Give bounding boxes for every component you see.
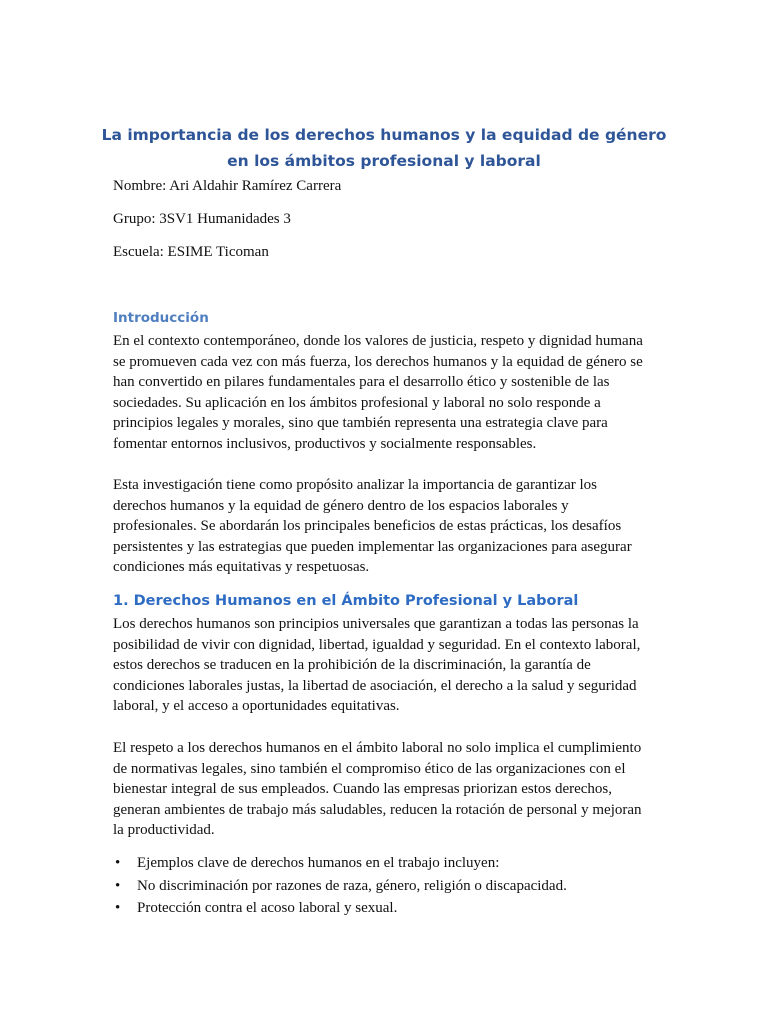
- list-item-text: No discriminación por razones de raza, género, religión o discapacidad.: [137, 877, 567, 894]
- section1-paragraph-1: Los derechos humanos son principios universales que garantizan a todas las personas la posibilidad de vivir con dignidad, libertad, igualdad y seguridad. En el contexto laboral, estos derechos se traducen en la prohibición de la discriminación, la garantía de condiciones laborales justas, la libertad de asociación, el derecho a la salud y seguridad laboral, y el acceso a oportunidades equitativas.: [113, 616, 641, 715]
- intro-paragraph-2: Esta investigación tiene como propósito analizar la importancia de garantizar los derechos humanos y la equidad de género dentro de los espacios laborales y profesionales. Se abordarán los principales beneficios de estas prácticas, los desafíos persistentes y las estrategias que pueden implementar las organizaciones para asegurar condiciones más equitativas y respetuosas.: [113, 477, 632, 576]
- list-item-text: Ejemplos clave de derechos humanos en el trabajo incluyen:: [137, 855, 500, 871]
- list-item: [113, 876, 651, 899]
- list-item-text: Protección contra el acoso laboral y sexual.: [137, 900, 398, 916]
- document-title: La importancia de los derechos humanos y la equidad de género en los ámbitos profesional y laboral: [101, 126, 667, 170]
- bullet-icon: •: [115, 900, 121, 916]
- student-group: Grupo: 3SV1 Humanidades 3: [113, 211, 291, 227]
- student-name: Nombre: Ari Aldahir Ramírez Carrera: [113, 178, 342, 194]
- section1-paragraph-2: El respeto a los derechos humanos en el ámbito laboral no solo implica el cumplimiento de normativas legales, sino también el compromiso ético de las organizaciones con el bienestar integral de sus empleados. Cuando las empresas priorizan estos derechos, generan ambientes de trabajo más saludables, reducen la rotación de personal y mejoran la productividad.: [113, 740, 642, 839]
- section1-heading: 1. Derechos Humanos en el Ámbito Profesional y Laboral: [113, 593, 579, 609]
- bullet-icon: •: [115, 877, 121, 894]
- list-item: [113, 898, 651, 921]
- list-item: [113, 853, 651, 876]
- rights-bullet-list: [113, 853, 651, 921]
- student-school: Escuela: ESIME Ticoman: [113, 244, 269, 260]
- intro-heading: Introducción: [113, 310, 209, 326]
- intro-paragraph-1: En el contexto contemporáneo, donde los valores de justicia, respeto y dignidad humana se promueven cada vez con más fuerza, los derechos humanos y la equidad de género se han convertido en pilares fundamentales para el desarrollo ético y sostenible de las sociedades. Su aplicación en los ámbitos profesional y laboral no solo responde a principios legales y morales, sino que también representa una estrategia clave para fomentar entornos inclusivos, productivos y socialmente responsables.: [113, 333, 643, 452]
- bullet-icon: •: [115, 855, 121, 871]
